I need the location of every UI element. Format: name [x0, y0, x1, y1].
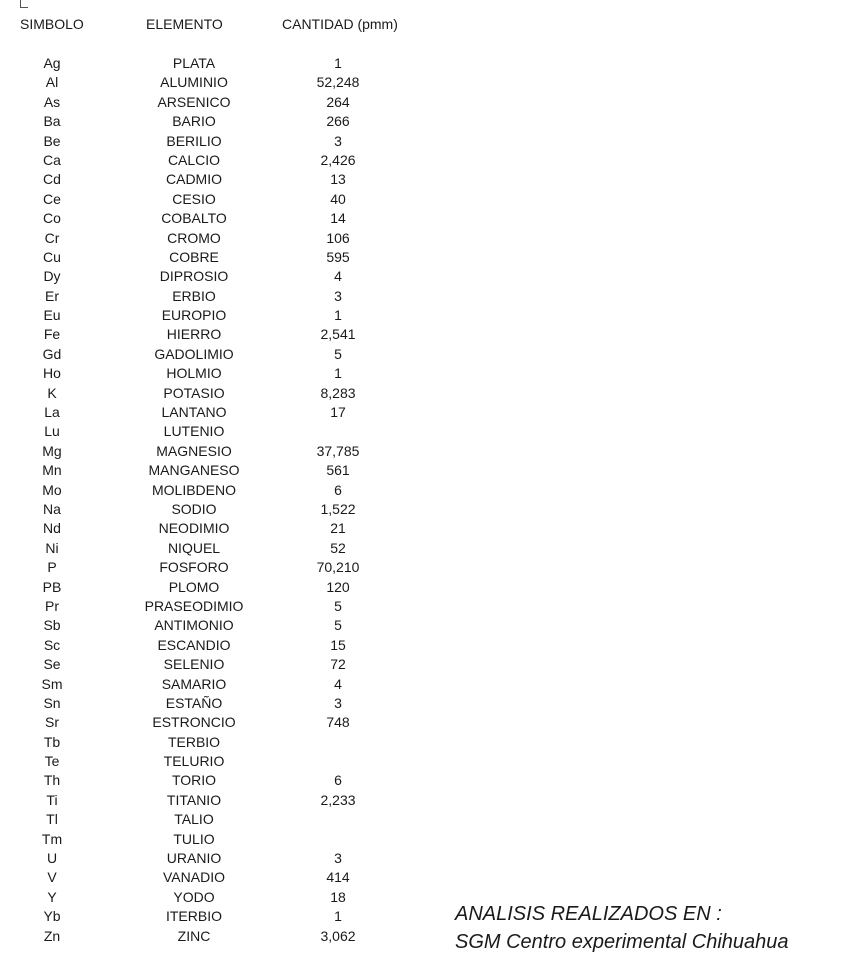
symbol-cell: U	[46, 850, 58, 867]
element-cell: URANIO	[166, 850, 222, 867]
element-cell: BERILIO	[166, 132, 222, 149]
symbol-cell: Sr	[45, 714, 59, 731]
quantity-cell: 40	[330, 190, 346, 207]
quantity-cell: 3	[334, 850, 342, 867]
table-row	[0, 54, 460, 73]
quantity-cell: 18	[330, 888, 346, 905]
symbol-cell: Sb	[43, 617, 61, 634]
element-cell: TORIO	[171, 772, 217, 789]
symbol-cell: Ti	[46, 791, 58, 808]
analysis-note	[455, 900, 789, 956]
symbol-cell: Ca	[43, 151, 61, 168]
symbol-cell: Fe	[43, 326, 61, 343]
element-cell: MOLIBDENO	[151, 481, 237, 498]
table-row	[0, 442, 460, 461]
element-cell: ITERBIO	[165, 908, 223, 925]
symbol-cell: La	[44, 404, 60, 421]
symbol-cell: Dy	[43, 268, 61, 285]
quantity-cell: 5	[334, 345, 342, 362]
table-row	[0, 403, 460, 422]
symbol-cell: Tm	[41, 830, 63, 847]
table-row	[0, 190, 460, 209]
symbol-cell: Nd	[43, 520, 61, 537]
symbol-cell: Mg	[42, 442, 62, 459]
symbol-cell: Mn	[42, 462, 62, 479]
quantity-cell: 1,522	[320, 500, 356, 517]
table-row	[0, 694, 460, 713]
table-row	[0, 170, 460, 189]
symbol-cell: Th	[43, 772, 61, 789]
table-row	[0, 364, 460, 383]
quantity-cell: 3	[334, 132, 342, 149]
symbol-cell: Pr	[45, 597, 59, 614]
table-row	[0, 248, 460, 267]
table-row	[0, 713, 460, 732]
symbol-cell: Cd	[43, 171, 61, 188]
table-row	[0, 345, 460, 364]
element-cell: ESTRONCIO	[152, 714, 236, 731]
quantity-cell: 17	[330, 404, 346, 421]
element-cell: TITANIO	[166, 791, 222, 808]
table-row	[0, 93, 460, 112]
symbol-cell: Ag	[43, 55, 61, 71]
header-symbol: SIMBOLO	[20, 16, 84, 32]
quantity-cell: 106	[326, 229, 350, 246]
element-cell: TELURIO	[163, 753, 225, 770]
symbol-cell: Y	[47, 888, 57, 905]
symbol-cell: P	[47, 559, 57, 576]
symbol-cell: Ho	[43, 365, 61, 382]
element-cell: SELENIO	[163, 656, 225, 673]
table-row	[0, 810, 460, 829]
element-cell: HIERRO	[166, 326, 222, 343]
element-cell: MAGNESIO	[156, 442, 232, 459]
table-row	[0, 229, 460, 248]
table-row	[0, 655, 460, 674]
table-row	[0, 616, 460, 635]
element-cell: ERBIO	[172, 287, 216, 304]
table-row	[0, 675, 460, 694]
element-cell: GADOLIMIO	[154, 345, 234, 362]
table-row	[0, 771, 460, 790]
symbol-cell: Cu	[43, 248, 61, 265]
element-cell: EUROPIO	[161, 307, 227, 324]
table-row	[0, 539, 460, 558]
element-cell: HOLMIO	[166, 365, 222, 382]
elements-table	[0, 54, 460, 946]
quantity-cell: 4	[334, 675, 342, 692]
symbol-cell: Gd	[42, 345, 62, 362]
element-cell: NEODIMIO	[158, 520, 230, 537]
symbol-cell: Al	[45, 74, 59, 91]
table-row	[0, 519, 460, 538]
element-cell: ANTIMONIO	[154, 617, 234, 634]
symbol-cell: Tl	[46, 811, 58, 828]
symbol-cell: Sc	[43, 636, 61, 653]
quantity-cell: 5	[334, 617, 342, 634]
symbol-cell: Eu	[43, 307, 61, 324]
symbol-cell: PB	[42, 578, 62, 595]
element-cell: TALIO	[174, 811, 214, 828]
symbol-cell: Be	[43, 132, 61, 149]
quantity-cell: 2,233	[320, 791, 356, 808]
element-cell: POTASIO	[163, 384, 225, 401]
element-cell: PLATA	[172, 55, 216, 71]
element-cell: LANTANO	[161, 404, 227, 421]
table-row	[0, 830, 460, 849]
symbol-cell: Te	[44, 753, 60, 770]
element-cell: BARIO	[172, 113, 216, 130]
quantity-cell: 3,062	[320, 927, 356, 944]
table-row	[0, 907, 460, 926]
symbol-cell: Na	[43, 500, 61, 517]
note-line-1: ANALISIS REALIZADOS EN :	[455, 903, 722, 925]
element-cell: CESIO	[172, 190, 216, 207]
quantity-cell: 1	[334, 365, 342, 382]
quantity-cell: 8,283	[320, 384, 356, 401]
table-row	[0, 112, 460, 131]
table-row	[0, 481, 460, 500]
table-row	[0, 267, 460, 286]
table-row	[0, 868, 460, 887]
element-cell: ZINC	[177, 927, 211, 944]
table-row	[0, 752, 460, 771]
element-cell: COBALTO	[161, 210, 227, 227]
symbol-cell: Ni	[45, 539, 59, 556]
corner-mark	[20, 0, 28, 8]
table-row	[0, 500, 460, 519]
symbol-cell: Se	[43, 656, 61, 673]
element-cell: CADMIO	[166, 171, 222, 188]
quantity-cell: 6	[334, 481, 342, 498]
element-cell: CROMO	[167, 229, 221, 246]
header-quantity: CANTIDAD (pmm)	[282, 16, 398, 32]
quantity-cell: 1	[334, 55, 342, 71]
quantity-cell: 15	[330, 636, 346, 653]
table-row	[0, 325, 460, 344]
element-cell: ESCANDIO	[157, 636, 231, 653]
element-cell: SODIO	[171, 500, 217, 517]
table-row	[0, 384, 460, 403]
quantity-cell: 6	[334, 772, 342, 789]
quantity-cell: 2,541	[320, 326, 356, 343]
element-cell: PRASEODIMIO	[144, 597, 244, 614]
quantity-cell: 72	[330, 656, 346, 673]
element-cell: VANADIO	[163, 869, 225, 886]
quantity-cell: 70,210	[316, 559, 360, 576]
quantity-cell: 264	[326, 93, 350, 110]
quantity-cell: 14	[330, 210, 346, 227]
table-row	[0, 422, 460, 441]
element-cell: TULIO	[173, 830, 215, 847]
table-row	[0, 209, 460, 228]
quantity-cell: 3	[334, 694, 342, 711]
header-element: ELEMENTO	[146, 16, 223, 32]
quantity-cell: 52	[330, 539, 346, 556]
table-header	[0, 16, 460, 36]
quantity-cell: 3	[334, 287, 342, 304]
table-row	[0, 73, 460, 92]
table-row	[0, 597, 460, 616]
quantity-cell: 21	[330, 520, 346, 537]
quantity-cell: 52,248	[316, 74, 360, 91]
quantity-cell: 5	[334, 597, 342, 614]
symbol-cell: As	[43, 93, 61, 110]
element-cell: DIPROSIO	[159, 268, 229, 285]
symbol-cell: Tb	[43, 733, 61, 750]
quantity-cell: 2,426	[320, 151, 356, 168]
symbol-cell: Zn	[43, 927, 61, 944]
element-cell: PLOMO	[168, 578, 220, 595]
element-cell: ESTAÑO	[165, 694, 223, 711]
symbol-cell: Ba	[43, 113, 61, 130]
element-cell: TERBIO	[167, 733, 221, 750]
quantity-cell: 748	[326, 714, 350, 731]
table-row	[0, 306, 460, 325]
element-cell: MANGANESO	[148, 462, 240, 479]
element-cell: NIQUEL	[167, 539, 221, 556]
note-line-2: SGM Centro experimental Chihuahua	[455, 931, 789, 953]
symbol-cell: Ce	[43, 190, 61, 207]
quantity-cell: 561	[326, 462, 350, 479]
symbol-cell: Co	[43, 210, 61, 227]
element-cell: SAMARIO	[161, 675, 227, 692]
symbol-cell: Cr	[44, 229, 60, 246]
table-row	[0, 287, 460, 306]
quantity-cell: 595	[326, 248, 350, 265]
table-row	[0, 132, 460, 151]
element-cell: YODO	[173, 888, 215, 905]
symbol-cell: Mo	[42, 481, 62, 498]
symbol-cell: Sn	[43, 694, 61, 711]
symbol-cell: Yb	[43, 908, 61, 925]
quantity-cell: 1	[334, 307, 342, 324]
element-cell: COBRE	[169, 248, 219, 265]
element-cell: ALUMINIO	[160, 74, 228, 91]
table-row	[0, 578, 460, 597]
quantity-cell: 37,785	[316, 442, 360, 459]
quantity-cell: 1	[334, 908, 342, 925]
table-row	[0, 151, 460, 170]
symbol-cell: Sm	[41, 675, 63, 692]
symbol-cell: Lu	[44, 423, 60, 440]
symbol-cell: V	[47, 869, 57, 886]
table-row	[0, 558, 460, 577]
table-row	[0, 636, 460, 655]
element-cell: FOSFORO	[159, 559, 229, 576]
table-row	[0, 733, 460, 752]
quantity-cell: 120	[326, 578, 350, 595]
element-cell: CALCIO	[167, 151, 221, 168]
symbol-cell: K	[47, 384, 57, 401]
element-cell: ARSENICO	[157, 93, 231, 110]
table-row	[0, 461, 460, 480]
symbol-cell: Er	[45, 287, 59, 304]
quantity-cell: 13	[330, 171, 346, 188]
table-row	[0, 927, 460, 946]
table-row	[0, 849, 460, 868]
table-row	[0, 888, 460, 907]
quantity-cell: 266	[326, 113, 350, 130]
quantity-cell: 4	[334, 268, 342, 285]
element-cell: LUTENIO	[163, 423, 225, 440]
quantity-cell: 414	[326, 869, 350, 886]
table-row	[0, 791, 460, 810]
